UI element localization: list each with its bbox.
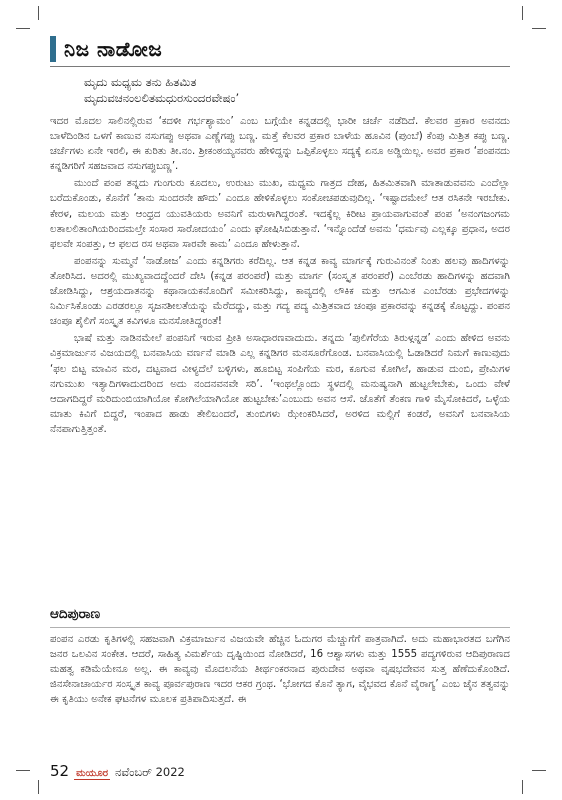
article-title: ನಿಜ ನಾಡೋಜ [64, 37, 163, 61]
crop-mark-top-left-v [38, 6, 39, 20]
section-divider [50, 627, 510, 628]
body-paragraph-2: ಮುಂದೆ ಪಂಪ ತನ್ನದು ಗುಂಗುರು ಕೂದಲು, ಉರುಟು ಮುಖ, ಮಧ್ಯಮ ಗಾತ್ರದ ದೇಹ, ಹಿತಮಿತವಾಗಿ ಮಾತಾಡುವವನು ಎಂದೆಲ್ಲಾ ಬರೆದುಕೊಂಡು, ಕೊನೆಗೆ ‘ತಾನು ಸುಂದರನೇ ಹೌದು’ ಎಂದೂ ಹೇಳಿಕೊಳ್ಳಲು ಸಂಕೋಚಪಡುವುದಿಲ್ಲ. ‘ಇಷ್ಟಾದಮೇಲೆ ಆತ ರಸಿಕನೇ ಇರಬೇಕು. ಕೇರಳ, ಮಲಯ ಮತ್ತು ಆಂಧ್ರದ ಯುವತಿಯರು ಅವನಿಗೆ ಮರುಳಾಗಿದ್ದರಂತೆ. ಇದಕ್ಕೆಲ್ಲ ಕಿರೀಟ ಪ್ರಾಯವಾಗುವಂತೆ ಪಂಪ ‘ಅನಂಗಜಂಗಮ ಲತಾಲಲಿತಾಂಗಿಯರಿಂದಮಲ್ತೇ ಸಂಸಾರ ಸಾರೋದಯಂ’ ಎಂದು ಘೋಷಿಸಿಬಿಡುತ್ತಾನೆ. ‘ಇನ್ನೊಂದೆಡೆ ಅವನು ‘ಧರ್ಮವು ಎಲ್ಲಕ್ಕೂ ಪ್ರಧಾನ, ಅದರ ಫಲವೇ ಸಂಪತ್ತು, ಆ ಫಲದ ರಸ ಅಥವಾ ಸಾರವೇ ಕಾಮ’ ಎಂದೂ ಹೇಳುತ್ತಾನೆ. [50, 178, 510, 250]
page-number: 52 [50, 762, 70, 780]
crop-mark-top-right-h [532, 28, 546, 29]
body-paragraph-4: ಭಾಷೆ ಮತ್ತು ನಾಡಿನಮೇಲೆ ಪಂಪನಿಗೆ ಇರುವ ಪ್ರೀತಿ ಅಸಾಧಾರಣವಾದುದು. ತನ್ನದು ‘ಪುಲಿಗೆರೆಯ ತಿರುಳ್ಗನ್ನಡ’ ಎಂದು ಹೇಳಿದ ಅವನು ವಿಕ್ರಮಾರ್ಜುನ ವಿಜಯದಲ್ಲಿ ಬನವಾಸಿಯ ವರ್ಣನೆ ಮಾಡಿ ಎಲ್ಲ ಕನ್ನಡಿಗರ ಮನಸೂರೆಗೊಂಡ. ಬನವಾಸಿಯಲ್ಲಿ ಓಡಾಡಿದರೆ ನಿಮಗೆ ಕಾಣುವುದು ‘ಫಲ ಬಿಟ್ಟ ಮಾವಿನ ಮರ, ದಟ್ಟವಾದ ವೀಳ್ಯದೆಲೆ ಬಳ್ಳಿಗಳು, ಹೂಬಿಟ್ಟ ಸಂಪಿಗೆಯ ಮರ, ಕೂಗುವ ಕೋಗಿಲೆ, ಹಾಡುವ ದುಂಬಿ, ಪ್ರೇಮಿಗಳ ನಗುಮುಖ ಇತ್ಯಾದಿಗಳಾದುದರಿಂದ ಅದು ನಂದನವನವೇ ಸರಿ’. ‘ಇಂಥಲ್ಲೊಂದು ಸ್ಥಳದಲ್ಲಿ ಮನುಷ್ಯನಾಗಿ ಹುಟ್ಟಲೇಬೇಕು, ಒಂದು ವೇಳೆ ಆದಾಗದಿದ್ದರೆ ಮರಿದುಂಬಿಯಾಗಿಯೋ ಕೋಗಿಲೆಯಾಗಿಯೋ ಹುಟ್ಟಬೇಕು’ಎಂಬುದು ಅವನ ಆಸೆ. ಜೊತೆಗೆ ತೆಂಕಣ ಗಾಳಿ ಮೈಸೋಕಿದರೆ, ಒಳ್ಳೆಯ ಮಾತು ಕಿವಿಗೆ ಬಿದ್ದರೆ, ಇಂಪಾದ ಹಾಡು ತೇಲಿಬಂದರೆ, ತುಂಬಿಗಳು ಝೇಂಕರಿಸಿದರೆ, ಅರಳಿದ ಮಲ್ಲಿಗೆ ಕಂಡರೆ, ಅವನಿಗೆ ಬನವಾಸಿಯ ನೆನಪಾಗುತ್ತಿತ್ತಂತೆ. [50, 333, 510, 435]
crop-mark-bottom-left-v [38, 780, 39, 794]
issue-date: ನವೆಂಬರ್ 2022 [114, 765, 185, 779]
quoted-verse [84, 74, 239, 106]
crop-mark-bottom-right-v [522, 780, 523, 794]
body-paragraph-1: ಇದರ ಮೊದಲ ಸಾಲಿನಲ್ಲಿರುವ ‘ಕದಳೀ ಗರ್ಭಶ್ಯಾಮಂ’ ಎಂಬ ಬಗ್ಗೆಯೇ ಕನ್ನಡದಲ್ಲಿ ಭಾರೀ ಚರ್ಚೆ ನಡೆದಿದೆ. ಕೆಲವರ ಪ್ರಕಾರ ಅವನದು ಬಾಳೆದಿಂಡಿನ ಒಳಗೆ ಕಾಣುವ ನಸುಗಪ್ಪು ಅಥವಾ ಎಣ್ಣೆಗಪ್ಪು ಬಣ್ಣ. ಮತ್ತೆ ಕೆಲವರ ಪ್ರಕಾರ ಬಾಳೆಯ ಹೂವಿನ (ಪುಂಬೆ) ಕೆಂಪು ಮಿಶ್ರಿತ ಕಪ್ಪು ಬಣ್ಣ. ಚರ್ಚೆಗಳು ಏನೇ ಇರಲಿ, ಈ ಕುರಿತು ತೀ.ನಂ. ಶ್ರೀಕಂಠಯ್ಯನವರು ಹೇಳಿದ್ದನ್ನು ಒಪ್ಪಿಕೊಳ್ಳಲು ಸದ್ಯಕ್ಕೆ ಏನೂ ಅಡ್ಡಿಯಿಲ್ಲ. ಅವರ ಪ್ರಕಾರ ‘ಪಂಪನದು ಕನ್ನಡಿಗರಿಗೆ ಸಹಜವಾದ ನಸುಗಪ್ಪುಬಣ್ಣ’. [50, 116, 510, 173]
body-paragraph-3: ಪಂಪನನ್ನು ಸುಮ್ಮನೆ ‘ನಾಡೋಜ’ ಎಂದು ಕನ್ನಡಿಗರು ಕರೆದಿಲ್ಲ. ಆತ ಕನ್ನಡ ಕಾವ್ಯ ಮಾರ್ಗಕ್ಕೆ ಗುರುವಿನಂತೆ ನಿಂತು ಹಲವು ಹಾದಿಗಳನ್ನು ತೋರಿಸಿದ. ಅದರಲ್ಲಿ ಮುಖ್ಯವಾದದ್ದೆಂದರೆ ದೇಸಿ (ಕನ್ನಡ ಪರಂಪರೆ) ಮತ್ತು ಮಾರ್ಗ (ಸಂಸ್ಕೃತ ಪರಂಪರೆ) ಎಂಬೆರಡು ಹಾದಿಗಳನ್ನು ಹದವಾಗಿ ಜೋಡಿಸಿದ್ದು, ಆಶ್ರಯದಾತನನ್ನು ಕಥಾನಾಯಕನೊಂದಿಗೆ ಸಮೀಕರಿಸಿದ್ದು, ಕಾವ್ಯದಲ್ಲಿ ಲೌಕಿಕ ಮತ್ತು ಆಗಮಿಕ ಎಂಬೆರಡು ಪ್ರಭೇದಗಳನ್ನು ನಿರ್ಮಿಸಿಕೊಂಡು ಎರಡರಲ್ಲೂ ಸೃಜನಶೀಲತೆಯನ್ನು ಮೆರೆದದ್ದು, ಮತ್ತು ಗದ್ಯ ಪದ್ಯ ಮಿಶ್ರಿತವಾದ ಚಂಪೂ ಪ್ರಕಾರವನ್ನು ಕನ್ನಡಕ್ಕೆ ಕೊಟ್ಟದ್ದು. ಪಂಪನ ಚಂಪೂ ಶೈಲಿಗೆ ಸಂಸ್ಕೃತ ಕವಿಗಳೂ ಮನಸೋತಿದ್ದರಂತೆ! [50, 255, 510, 328]
magazine-logo: ಮಯೂರ [76, 768, 108, 779]
section-paragraph: ಪಂಪನ ಎರಡು ಕೃತಿಗಳಲ್ಲಿ ಸಹಜವಾಗಿ ವಿಕ್ರಮಾರ್ಜುನ ವಿಜಯವೇ ಹೆಚ್ಚಿನ ಓದುಗರ ಮೆಚ್ಚುಗೆಗೆ ಪಾತ್ರವಾಗಿದೆ. ಅದು ಮಹಾಭಾರತದ ಬಗೆಗಿನ ಜನರ ಒಲವಿನ ಸಂಕೇತ. ಆದರೆ, ಸಾಹಿತ್ಯ ವಿಮರ್ಶೆಯ ದೃಷ್ಟಿಯಿಂದ ನೋಡಿದರೆ, 16 ಆಶ್ವಾಸಗಳು ಮತ್ತು 1555 ಪದ್ಯಗಳಿರುವ ಆದಿಪುರಾಣದ ಮಹತ್ವ ಕಡಿಮೆಯೇನೂ ಅಲ್ಲ. ಈ ಕಾವ್ಯವು ಮೊದಲನೆಯ ತೀರ್ಥಂಕರನಾದ ಪುರುದೇವ ಅಥವಾ ವೃಷಭದೇವನ ಸುತ್ತ ಹೆಣೆದುಕೊಂಡಿದೆ. ಜಿನಸೇನಾಚಾರ್ಯರ ಸಂಸ್ಕೃತ ಕಾವ್ಯ ಪೂರ್ವಪುರಾಣ ಇದರ ಆಕರ ಗ್ರಂಥ. ‘ಭೋಗದ ಕೊನೆ ತ್ಯಾಗ, ವೈಭವದ ಕೊನೆ ವೈರಾಗ್ಯ’ ಎಂಬ ಜೈನ ತತ್ವವನ್ನು ಈ ಕೃತಿಯು ಅನೇಕ ಘಟನೆಗಳ ಮೂಲಕ ಪ್ರತಿಪಾದಿಸುತ್ತದೆ. ಈ [50, 634, 510, 706]
crop-mark-top-right-v [522, 6, 523, 20]
article-body [50, 114, 510, 439]
crop-mark-top-left-h [16, 28, 30, 29]
verse-line-2: ಮೃದುವಚನಂಲಲಿತಮಧುರಸುಂದರವೇಷಂ’ [84, 91, 240, 105]
crop-mark-bottom-right-h [532, 770, 546, 771]
page-footer [50, 762, 185, 780]
section-body [50, 632, 510, 709]
section-heading: ಆದಿಪುರಾಣ [50, 606, 101, 622]
title-accent-bar [50, 36, 56, 62]
verse-line-1: ಮೃದು ಮಧ್ಯಮ ತನು ಹಿತಮಿತ [84, 75, 197, 89]
article-title-bar [50, 32, 510, 67]
crop-mark-bottom-left-h [16, 770, 30, 771]
